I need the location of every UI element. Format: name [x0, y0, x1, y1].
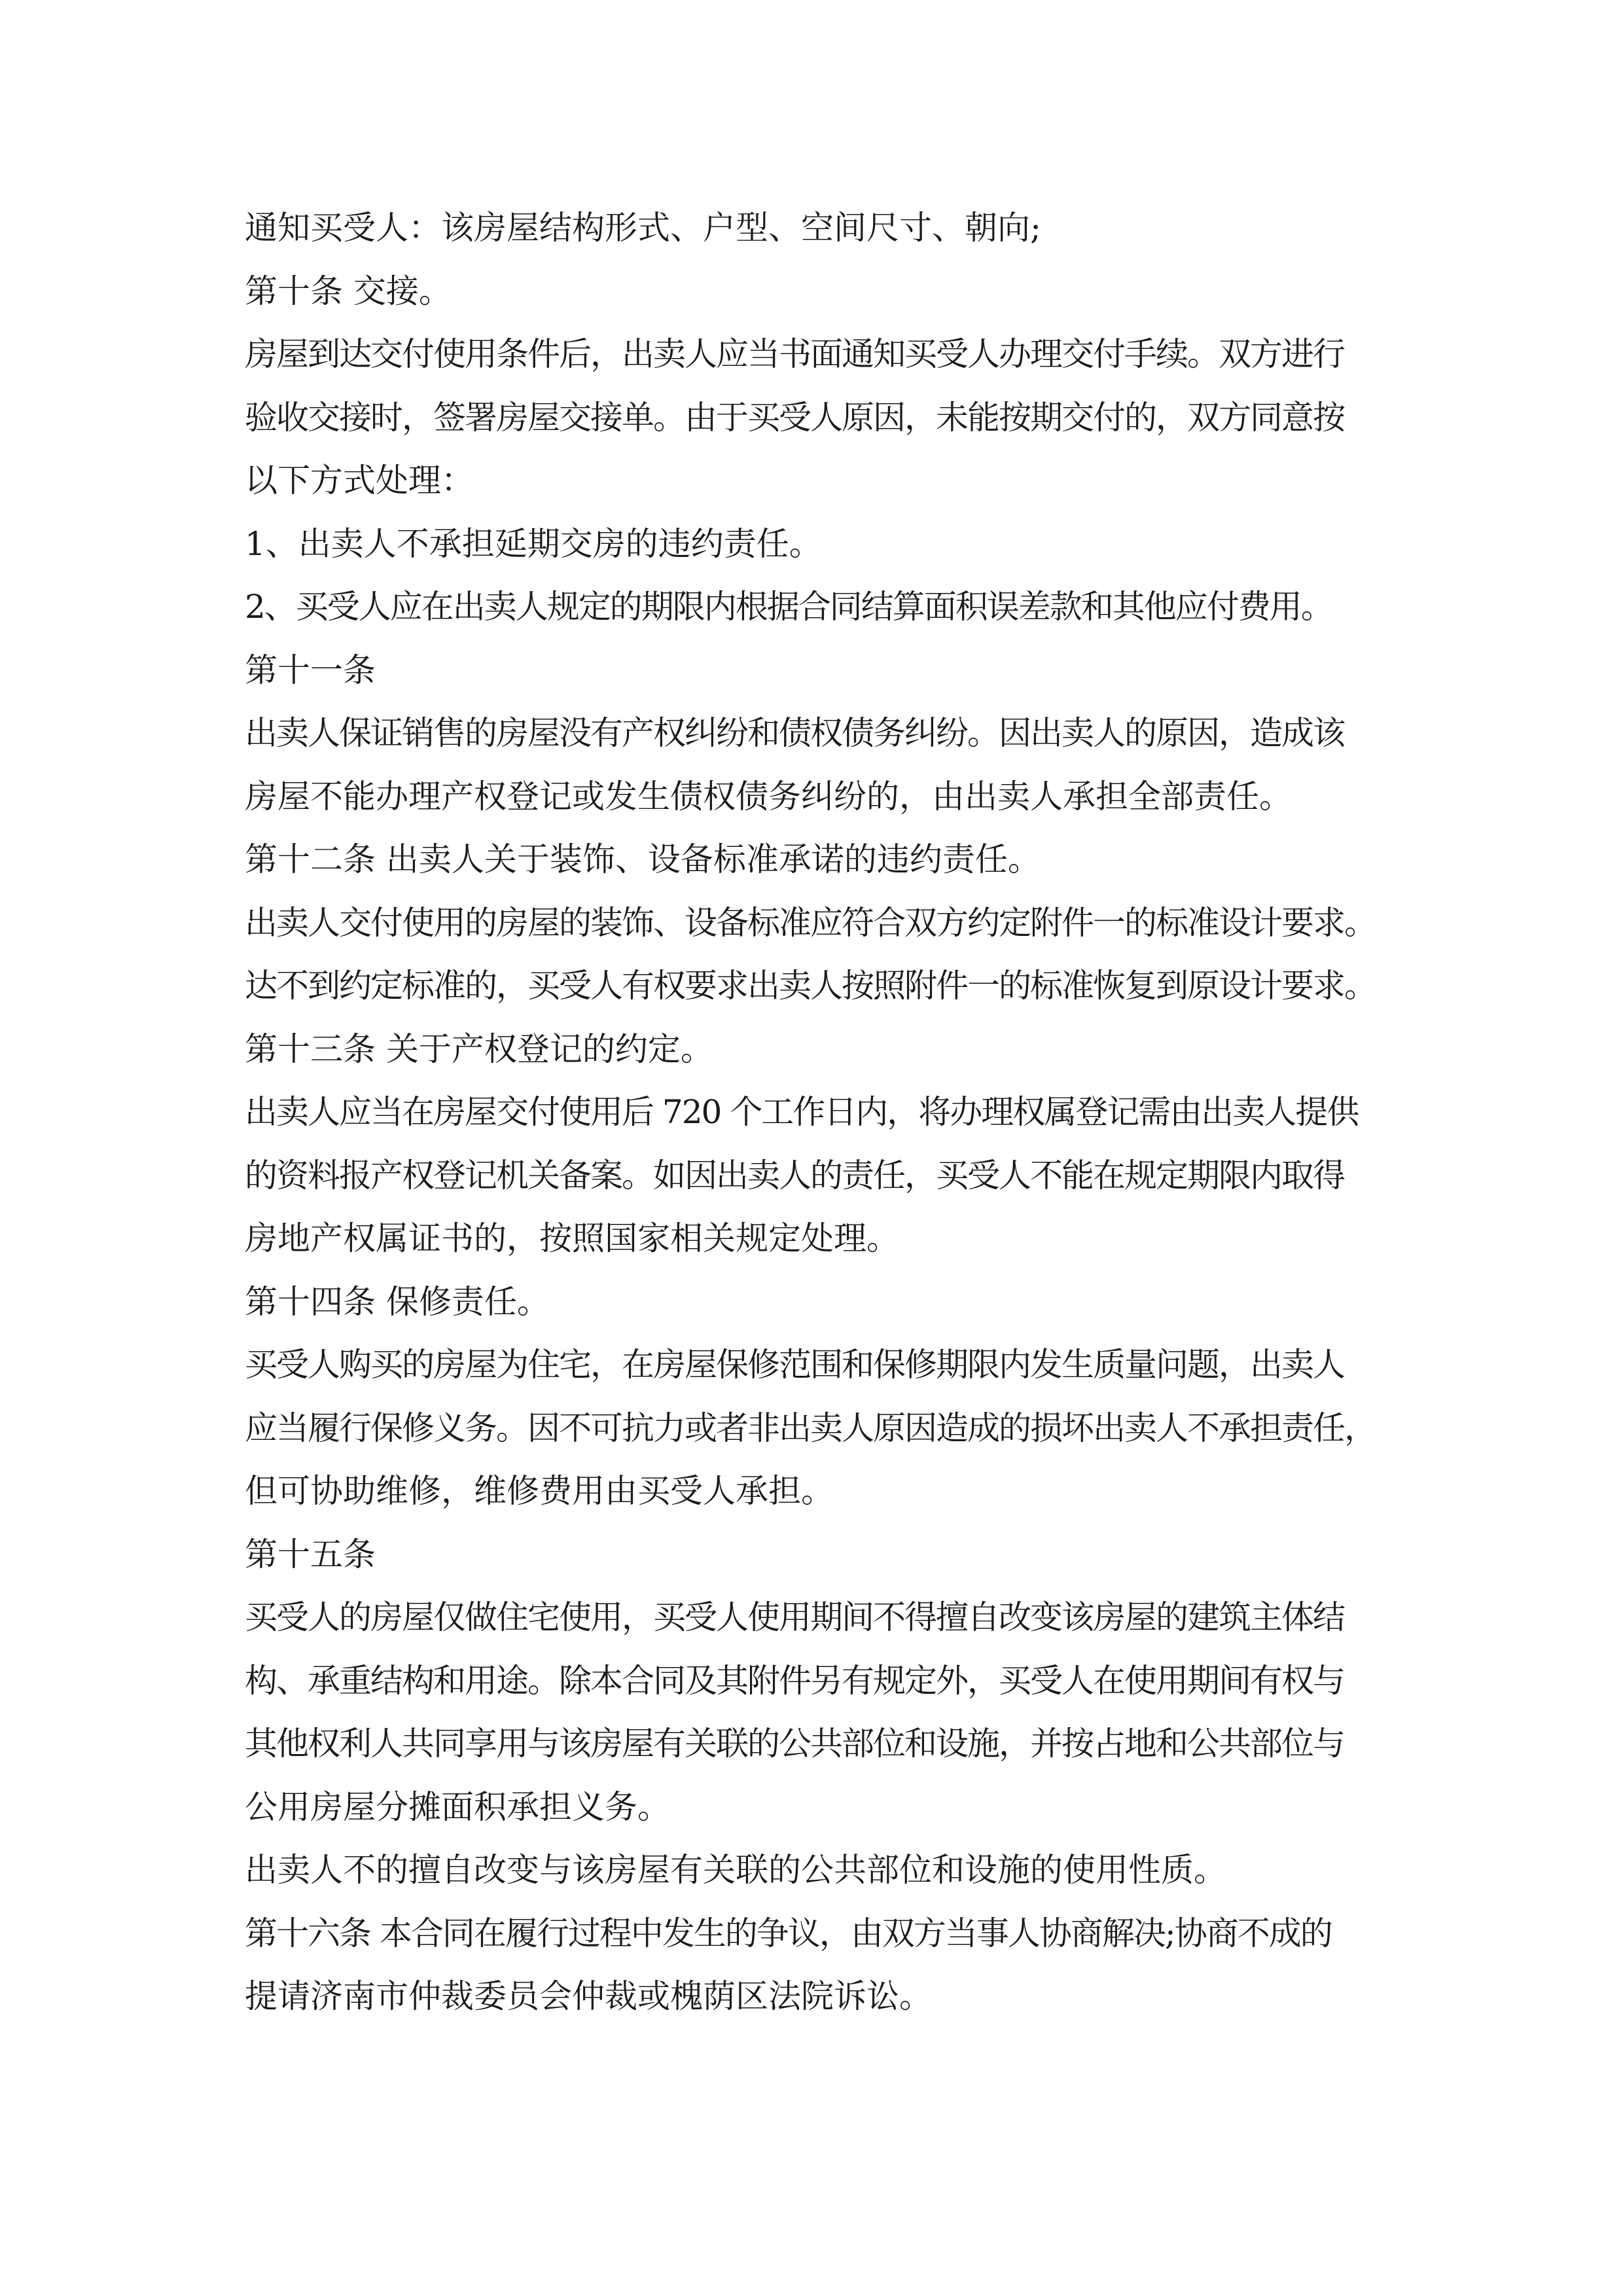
- text-line: 房地产权属证书的，按照国家相关规定处理。: [245, 1219, 899, 1257]
- text-line: 房屋不能办理产权登记或发生债权债务纠纷的，由出卖人承担全部责任。: [245, 777, 1292, 816]
- text-line: 出卖人保证销售的房屋没有产权纠纷和债权债务纠纷。因出卖人的原因，造成该: [245, 714, 1344, 752]
- article-heading: 第十四条 保修责任。: [245, 1282, 550, 1321]
- text-line: 买受人的房屋仅做住宅使用，买受人使用期间不得擅自改变该房屋的建筑主体结: [245, 1598, 1344, 1636]
- article-heading: 第十一条: [245, 651, 376, 689]
- article-heading: 第十条 交接。: [245, 272, 452, 310]
- document-body: [245, 196, 1383, 2028]
- list-item: 2、买受人应在出卖人规定的期限内根据合同结算面积误差款和其他应付费用。: [245, 588, 1332, 626]
- text-line: 的资料报产权登记机关备案。如因出卖人的责任，买受人不能在规定期限内取得: [245, 1156, 1344, 1194]
- text-line: 出卖人交付使用的房屋的装饰、设备标准应符合双方约定附件一的标准设计要求。: [245, 903, 1376, 942]
- text-line: 构、承重结构和用途。除本合同及其附件另有规定外，买受人在使用期间有权与: [245, 1661, 1344, 1700]
- list-item: 1、出卖人不承担延期交房的违约责任。: [245, 524, 822, 563]
- text-line: 应当履行保修义务。因不可抗力或者非出卖人原因造成的损坏出卖人不承担责任，: [245, 1408, 1376, 1447]
- text-line: 房屋到达交付使用条件后，出卖人应当书面通知买受人办理交付手续。双方进行: [245, 335, 1344, 373]
- text-line: 达不到约定标准的，买受人有权要求出卖人按照附件一的标准恢复到原设计要求。: [245, 967, 1376, 1005]
- text-line: 提请济南市仲裁委员会仲裁或槐荫区法院诉讼。: [245, 1977, 932, 2015]
- text-line: 但可协助维修，维修费用由买受人承担。: [245, 1472, 834, 1510]
- article-heading: 第十六条 本合同在履行过程中发生的争议，由双方当事人协商解决;协商不成的: [245, 1914, 1332, 1952]
- text-line: 出卖人不的擅自改变与该房屋有关联的公共部位和设施的使用性质。: [245, 1851, 1226, 1889]
- text-line: 公用房屋分摊面积承担义务。: [245, 1787, 670, 1826]
- article-heading: 第十三条 关于产权登记的约定。: [245, 1030, 713, 1068]
- text-line: 出卖人应当在房屋交付使用后 720 个工作日内，将办理权属登记需由出卖人提供: [245, 1093, 1359, 1131]
- text-line: 以下方式处理：: [245, 461, 474, 499]
- text-line: 验收交接时，签署房屋交接单。由于买受人原因，未能按期交付的，双方同意按: [245, 398, 1344, 437]
- text-line: 通知买受人：该房屋结构形式、户型、空间尺寸、朝向;: [245, 209, 1041, 247]
- text-line: 其他权利人共同享用与该房屋有关联的公共部位和设施，并按占地和公共部位与: [245, 1725, 1344, 1763]
- text-line: 买受人购买的房屋为住宅，在房屋保修范围和保修期限内发生质量问题，出卖人: [245, 1346, 1344, 1384]
- article-heading: 第十二条 出卖人关于装饰、设备标准承诺的违约责任。: [245, 840, 1041, 878]
- article-heading: 第十五条: [245, 1535, 376, 1573]
